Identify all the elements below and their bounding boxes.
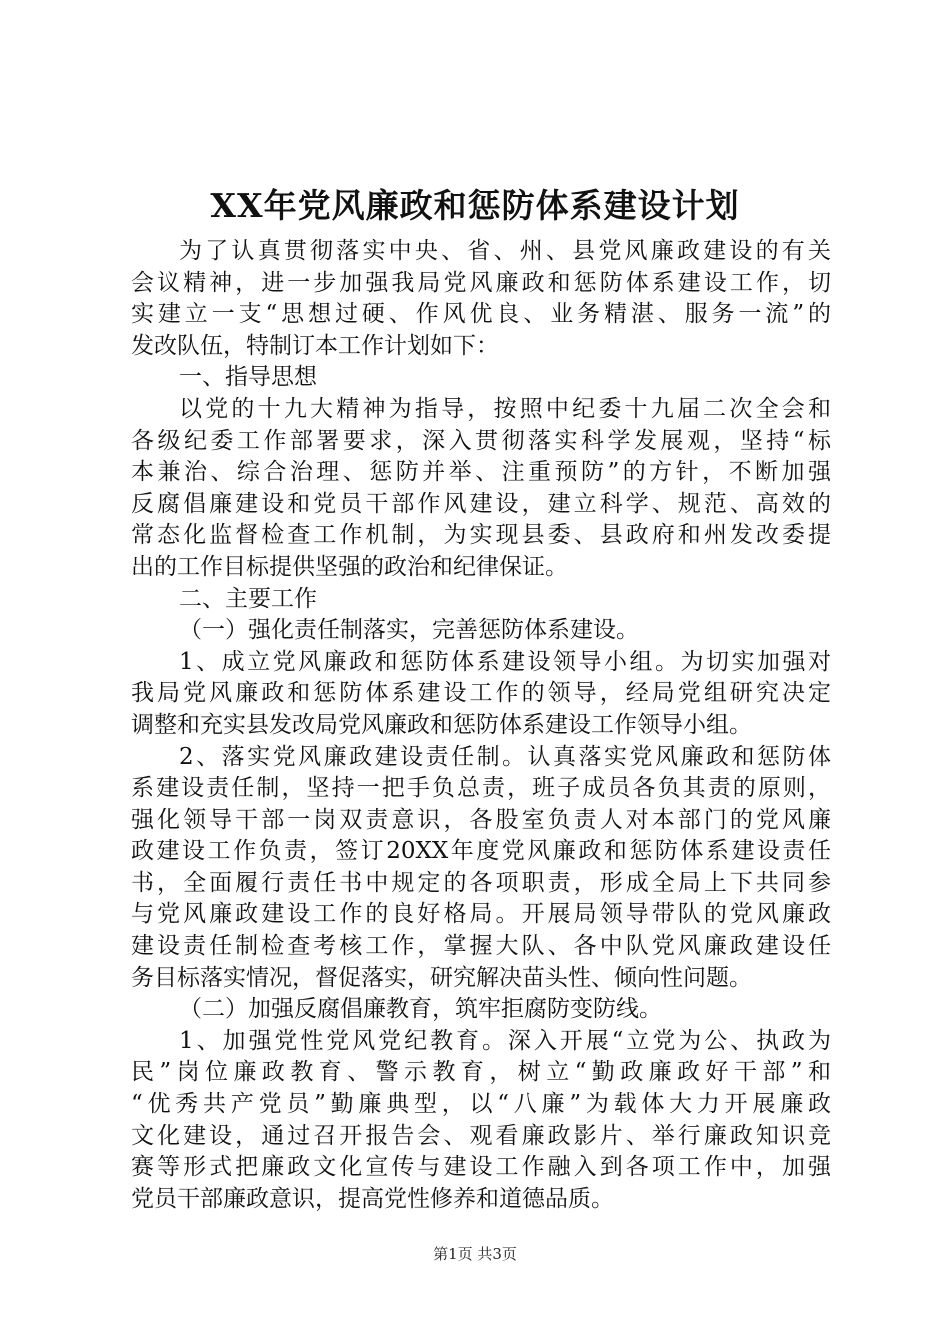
text-line: 调整和充实县发改局党风廉政和惩防体系建设工作领导小组。 xyxy=(131,711,752,738)
text-line: 出的工作目标提供坚强的政治和纪律保证。 xyxy=(131,553,568,580)
section-heading: 一、指导思想 xyxy=(179,364,317,391)
text-line: 政建设工作负责，签订20XX年度党风廉政和惩防体系建设责任 xyxy=(131,838,831,865)
text-line: 文化建设，通过召开报告会、观看廉政影片、举行廉政知识竞 xyxy=(131,1122,831,1149)
text-line: 与党风廉政建设工作的良好格局。开展局领导带队的党风廉政 xyxy=(131,901,831,928)
section-heading: 二、主要工作 xyxy=(179,585,317,612)
text-line: 发改队伍，特制订本工作计划如下： xyxy=(131,332,499,359)
text-line: 1、成立党风廉政和惩防体系建设领导小组。为切实加强对 xyxy=(179,648,831,675)
text-line: 务目标落实情况，督促落实，研究解决苗头性、倾向性问题。 xyxy=(131,964,752,991)
document-title: XX年党风廉政和惩防体系建设计划 xyxy=(210,186,740,225)
text-line: 党员干部廉政意识，提高党性修养和道德品质。 xyxy=(131,1185,614,1212)
text-line: 2、落实党风廉政建设责任制。认真落实党风廉政和惩防体 xyxy=(179,743,831,770)
text-line: 为了认真贯彻落实中央、省、州、县党风廉政建设的有关 xyxy=(179,238,831,264)
text-line: 实建立一支“思想过硬、作风优良、业务精湛、服务一流”的 xyxy=(131,301,831,328)
text-line: 常态化监督检查工作机制，为实现县委、县政府和州发改委提 xyxy=(131,522,831,549)
subsection-heading: （二）加强反腐倡廉教育，筑牢拒腐防变防线。 xyxy=(179,996,662,1023)
text-line: 各级纪委工作部署要求，深入贯彻落实科学发展观，坚持“标 xyxy=(131,427,831,454)
text-line: 民”岗位廉政教育、警示教育，树立“勤政廉政好干部”和 xyxy=(131,1059,831,1086)
text-line: 书，全面履行责任书中规定的各项职责，形成全局上下共同参 xyxy=(131,869,831,896)
text-line: “优秀共产党员”勤廉典型，以“八廉”为载体大力开展廉政 xyxy=(131,1091,831,1118)
subsection-heading: （一）强化责任制落实，完善惩防体系建设。 xyxy=(179,617,639,644)
page-number-footer: 第1页 共3页 xyxy=(433,1245,517,1263)
text-line: 1、加强党性党风党纪教育。深入开展“立党为公、执政为 xyxy=(179,1027,831,1054)
text-line: 建设责任制检查考核工作，掌握大队、各中队党风廉政建设任 xyxy=(131,933,831,960)
text-line: 以党的十九大精神为指导，按照中纪委十九届二次全会和 xyxy=(179,395,831,422)
text-line: 反腐倡廉建设和党员干部作风建设，建立科学、规范、高效的 xyxy=(131,490,831,517)
text-line: 赛等形式把廉政文化宣传与建设工作融入到各项工作中，加强 xyxy=(131,1154,831,1181)
document-body xyxy=(131,236,831,1215)
text-line: 系建设责任制，坚持一把手负总责，班子成员各负其责的原则， xyxy=(131,775,831,802)
text-line: 本兼治、综合治理、惩防并举、注重预防”的方针，不断加强 xyxy=(131,459,831,486)
text-line: 我局党风廉政和惩防体系建设工作的领导，经局党组研究决定 xyxy=(131,680,831,707)
text-line: 强化领导干部一岗双责意识，各股室负责人对本部门的党风廉 xyxy=(131,806,831,833)
text-line: 会议精神，进一步加强我局党风廉政和惩防体系建设工作，切 xyxy=(131,269,831,296)
